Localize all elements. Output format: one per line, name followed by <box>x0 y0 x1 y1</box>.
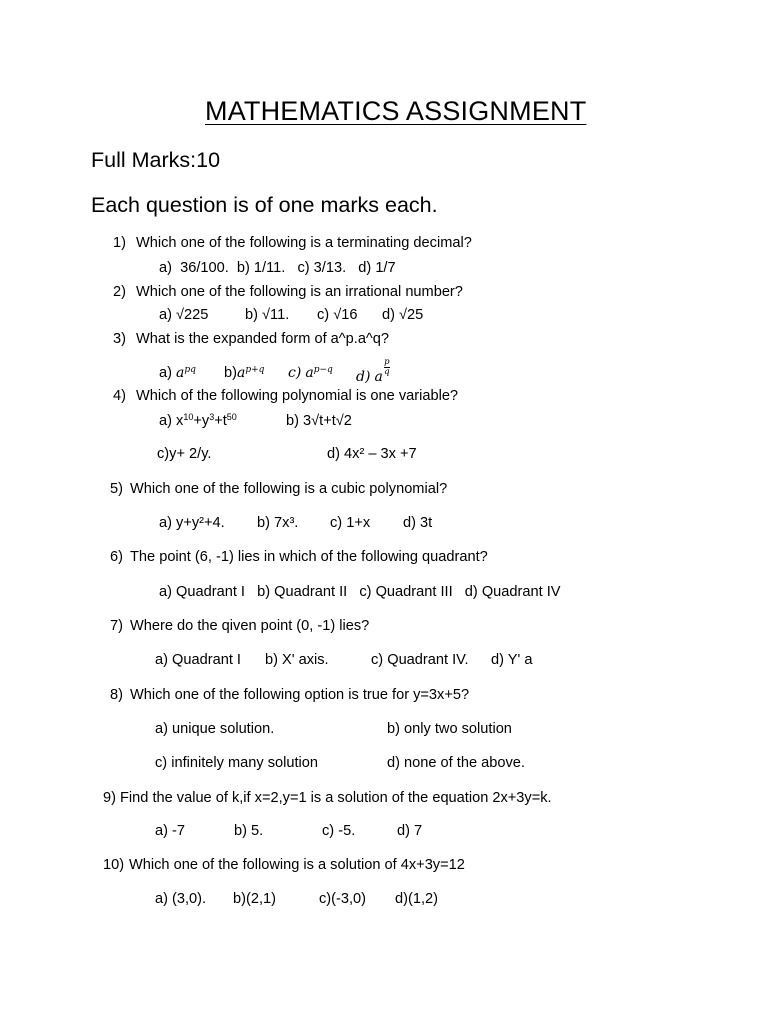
question-number: 1) <box>113 235 126 251</box>
instruction: Each question is of one marks each. <box>91 193 438 217</box>
option-label: c) <box>288 365 302 381</box>
question-number: 2) <box>113 284 126 300</box>
option-d: d)(1,2) <box>395 891 438 907</box>
option-a: a) (3,0). <box>155 891 207 907</box>
question-text: Which one of the following is a terminating decimal? <box>136 235 472 251</box>
math-expression: $a^{pq}$ <box>176 365 196 381</box>
option-d: d) √25 <box>382 307 424 323</box>
option-c: c) infinitely many solution <box>155 755 319 771</box>
question-text: What is the expanded form of a^p.a^q? <box>136 331 390 347</box>
question-text: Which one of the following is an irrational number? <box>136 284 463 300</box>
option-c: c) √16 <box>317 307 358 323</box>
option-d: d) 4x² – 3x +7 <box>327 446 417 462</box>
option-a: a) -7 <box>155 823 186 839</box>
question-number: 7) <box>110 618 123 634</box>
option-c <box>288 365 333 381</box>
option-a: a) y+y²+4. <box>159 515 225 531</box>
math-expression: $a^{p+q}$ <box>236 365 265 381</box>
page-title: MATHEMATICS ASSIGNMENT <box>205 96 587 126</box>
option-a: a) $x^{10}+y^3+t^{50}$ <box>159 412 237 429</box>
question-text: Which of the following polynomial is one variable? <box>136 388 459 404</box>
question-text: Find the value of k,if x=2,y=1 is a solution of the equation 2x+3y=k. <box>120 790 552 806</box>
option-b: b) 5. <box>234 823 264 839</box>
option-b: b) X' axis. <box>265 652 329 668</box>
math-expression: a $\frac{p}{q}$ <box>374 357 390 385</box>
option-c: c) 1+x <box>330 515 371 531</box>
question-number: 9) <box>103 790 116 806</box>
option-c: c)y+ 2/y. <box>157 446 212 462</box>
question-number: 4) <box>113 388 126 404</box>
option-b: b) √11. <box>245 307 290 323</box>
question-text: Where do the qiven point (0, -1) lies? <box>130 618 370 634</box>
question-options: a) 36/100. b) 1/11. c) 3/13. d) 1/7 <box>159 260 396 276</box>
option-b: b) only two solution <box>387 721 512 737</box>
option-a: a) √225 <box>159 307 209 323</box>
question-text: Which one of the following is a cubic polynomial? <box>130 481 448 497</box>
full-marks: Full Marks:10 <box>91 148 221 172</box>
option-d: d) 7 <box>397 823 423 839</box>
option-label: a) <box>159 365 172 381</box>
option-label: b) <box>224 365 237 381</box>
question-text: The point (6, -1) lies in which of the following quadrant? <box>130 549 488 565</box>
question-number: 10) <box>103 857 125 873</box>
option-c: c) -5. <box>322 823 356 839</box>
option-a: a) Quadrant I <box>155 652 241 668</box>
question-number: 6) <box>110 549 123 565</box>
option-b: b) 7x³. <box>257 515 299 531</box>
option-b <box>224 365 264 381</box>
question-text: Which one of the following option is true for y=3x+5? <box>130 687 470 703</box>
math-expression: $a^{p-q}$ <box>305 365 333 381</box>
question-text: Which one of the following is a solution of 4x+3y=12 <box>129 857 465 873</box>
option-c: c) Quadrant IV. <box>371 652 469 668</box>
option-label: d) <box>356 369 371 385</box>
option-a: a) unique solution. <box>155 721 275 737</box>
question-number: 5) <box>110 481 123 497</box>
question-number: 3) <box>113 331 126 347</box>
question-options: a) Quadrant I b) Quadrant II c) Quadrant III d) Quadrant IV <box>159 584 561 600</box>
fraction-exponent: $\frac{p}{q}$ <box>384 357 390 377</box>
option-d <box>356 357 391 385</box>
question-number: 8) <box>110 687 123 703</box>
option-d: d) none of the above. <box>387 755 525 771</box>
option-d: d) 3t <box>403 515 433 531</box>
option-c: c)(-3,0) <box>319 891 367 907</box>
option-a <box>159 365 196 381</box>
option-d: d) Y' a <box>491 652 533 668</box>
option-b: b)(2,1) <box>233 891 276 907</box>
option-b: b) 3√t+t√2 <box>286 413 352 429</box>
